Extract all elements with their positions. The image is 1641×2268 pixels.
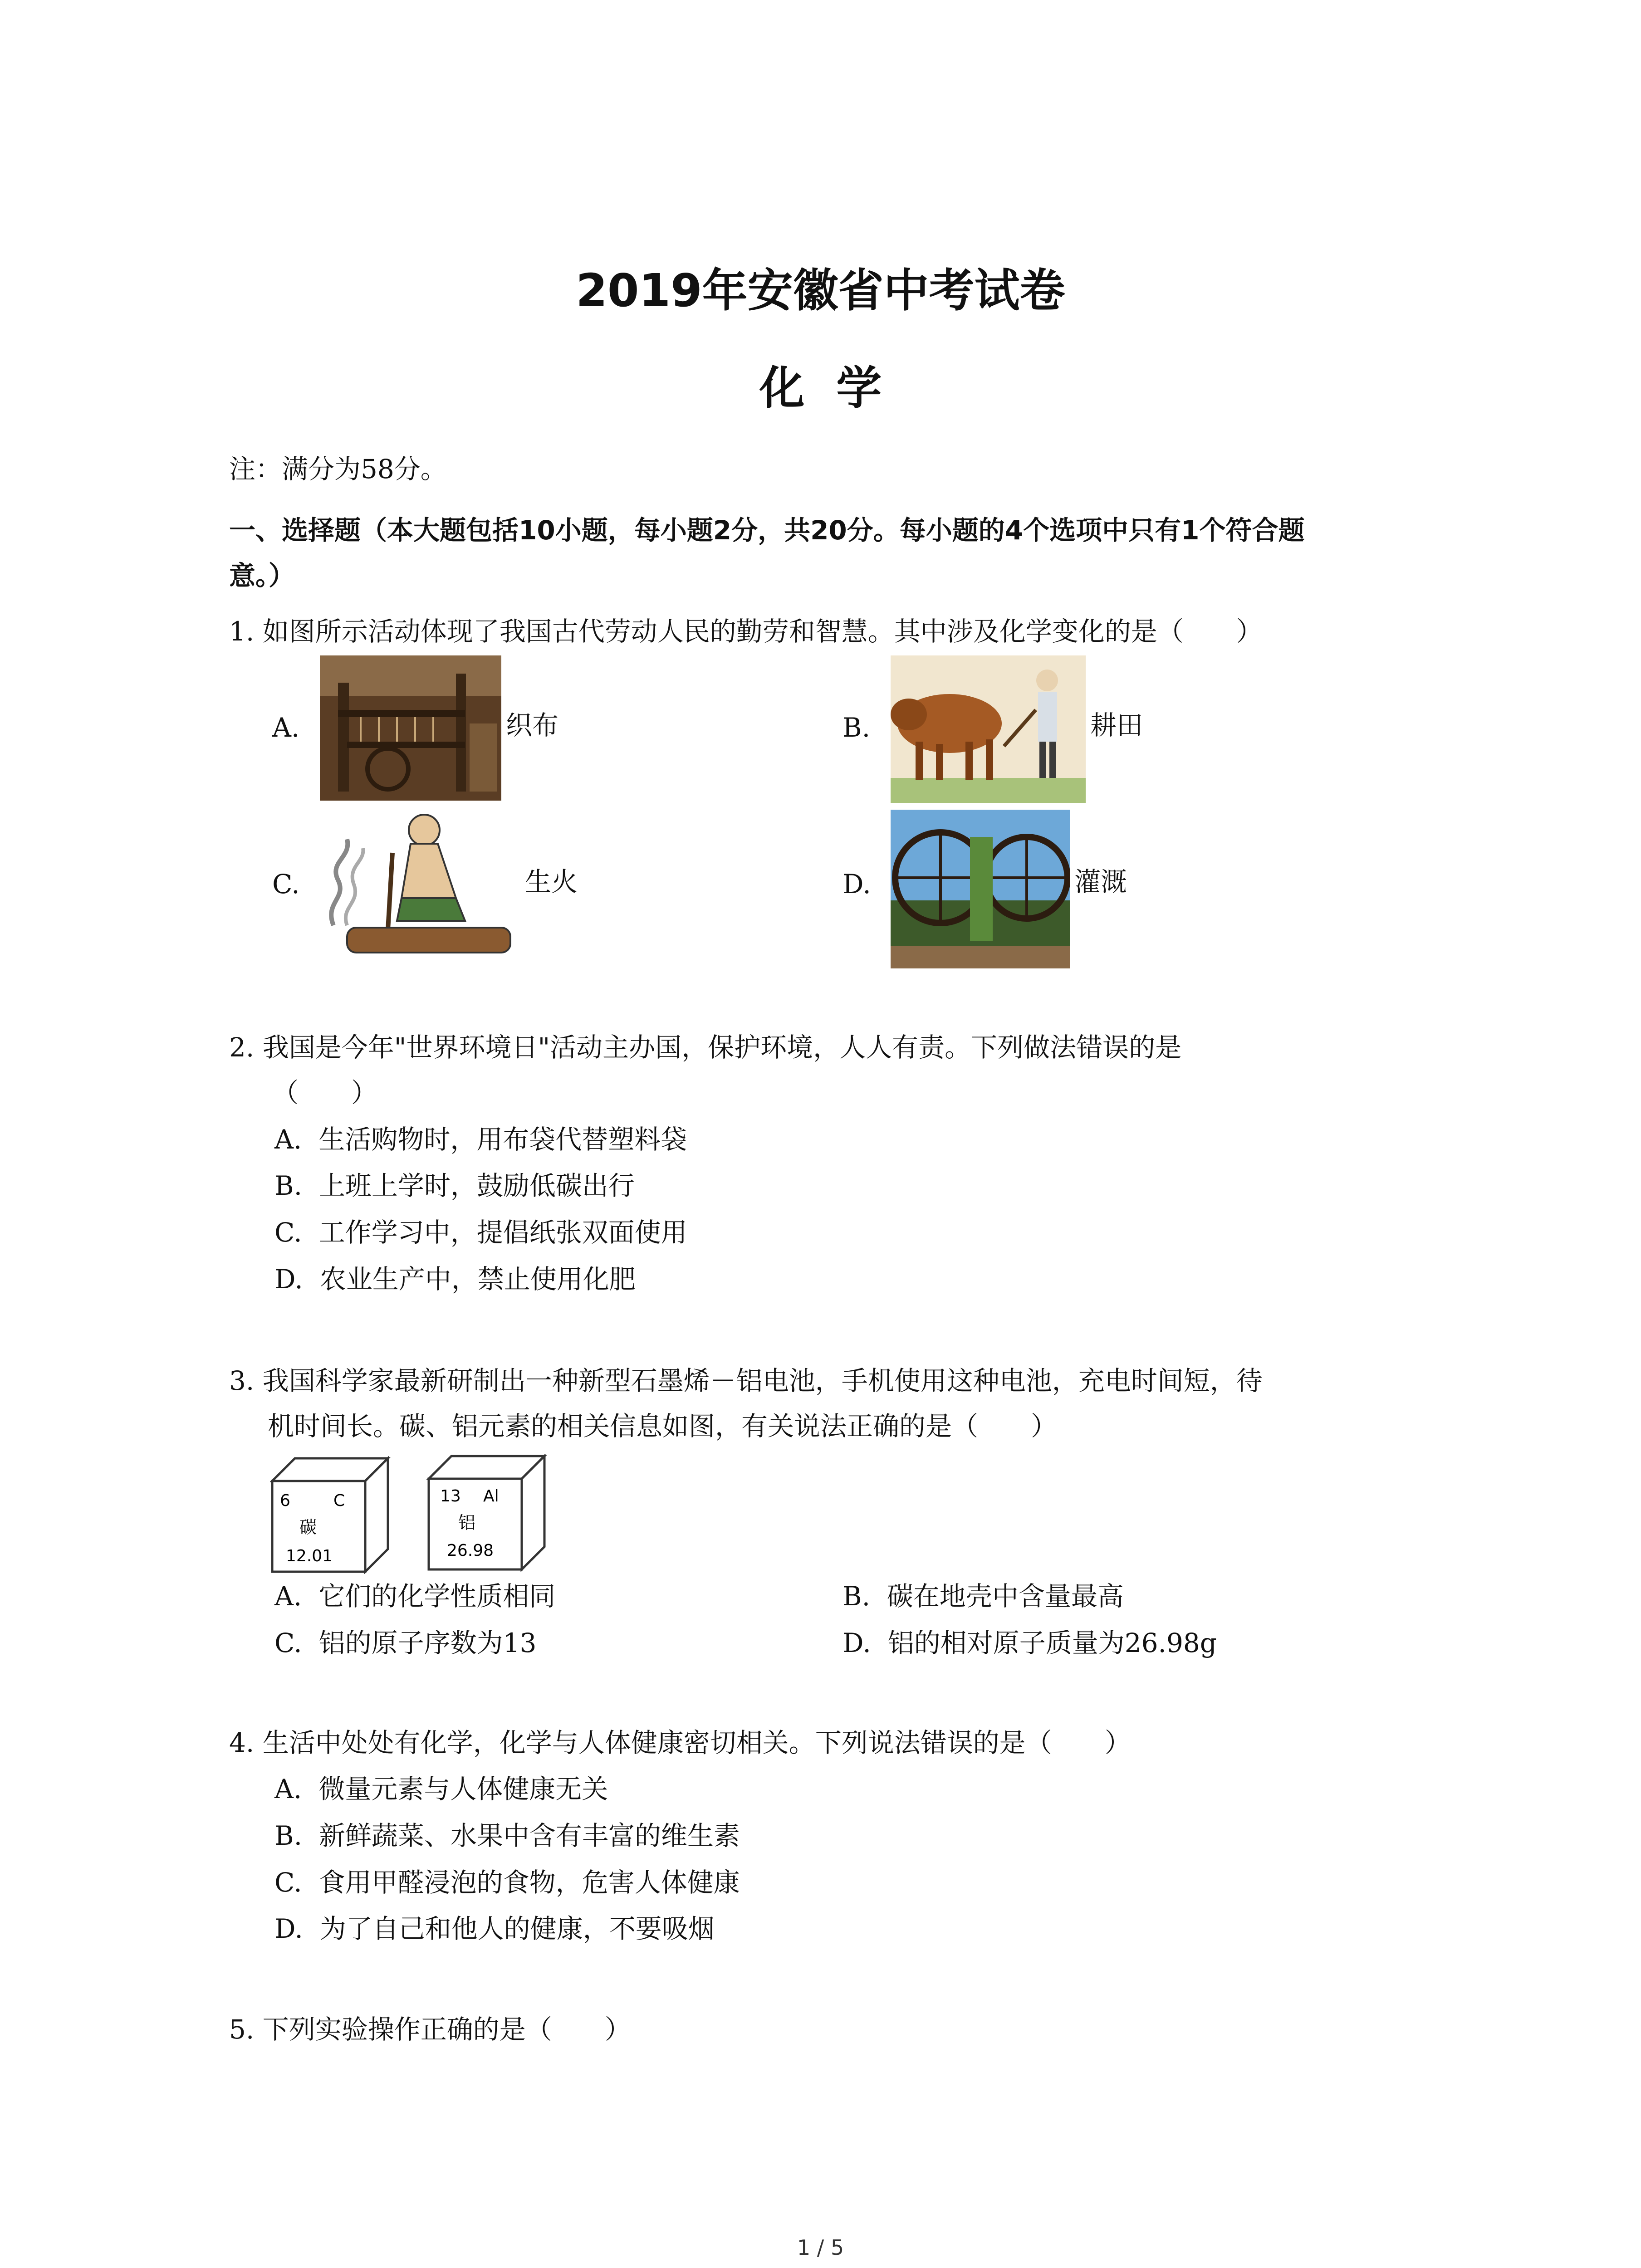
- q2-option-a: A. 生活购物时，用布袋代替塑料袋: [274, 1124, 687, 1155]
- q1-option-a-letter: A.: [272, 712, 300, 743]
- weaving-image: [320, 655, 501, 801]
- fire-making-image: [320, 812, 515, 962]
- q1-option-b-text: 耕田: [1090, 710, 1143, 741]
- aluminum-name: 铝: [458, 1513, 476, 1533]
- q3-option-d: D. 铝的相对原子质量为26.98g: [843, 1628, 1217, 1658]
- aluminum-mass: 26.98: [447, 1541, 494, 1560]
- aluminum-number: 13: [440, 1487, 461, 1505]
- q1-option-c-letter: C.: [272, 869, 300, 899]
- q3-stem-line1: 3. 我国科学家最新研制出一种新型石墨烯－铝电池，手机使用这种电池，充电时间短，待: [229, 1365, 1263, 1396]
- q1-option-d-text: 灌溉: [1074, 866, 1127, 897]
- q4-stem: 4. 生活中处处有化学，化学与人体健康密切相关。下列说法错误的是（ ）: [229, 1727, 1131, 1758]
- q1-stem: 1. 如图所示活动体现了我国古代劳动人民的勤劳和智慧。其中涉及化学变化的是（ ）: [229, 616, 1263, 647]
- q1-option-b-letter: B.: [843, 712, 871, 743]
- q4-option-d: D. 为了自己和他人的健康，不要吸烟: [274, 1913, 715, 1944]
- q1-option-a-text: 织布: [506, 710, 559, 741]
- q4-option-b: B. 新鲜蔬菜、水果中含有丰富的维生素: [274, 1820, 740, 1851]
- q1-option-d-letter: D.: [843, 869, 871, 899]
- carbon-symbol: C: [333, 1491, 345, 1510]
- q2-option-b: B. 上班上学时，鼓励低碳出行: [274, 1170, 635, 1201]
- plowing-image: [891, 655, 1086, 803]
- carbon-element-box: [270, 1456, 392, 1574]
- q2-option-d: D. 农业生产中，禁止使用化肥: [274, 1264, 636, 1295]
- q2-stem-line2: （ ）: [272, 1077, 378, 1108]
- q2-stem-line1: 2. 我国是今年"世界环境日"活动主办国，保护环境，人人有责。下列做法错误的是: [229, 1032, 1182, 1063]
- q4-option-c: C. 食用甲醛浸泡的食物，危害人体健康: [274, 1867, 740, 1898]
- aluminum-element-box: [426, 1454, 549, 1572]
- q1-option-c-text: 生火: [525, 866, 578, 897]
- section-heading-line1: 一、选择题（本大题包括10小题，每小题2分，共20分。每小题的4个选项中只有1个符合题: [229, 515, 1305, 546]
- carbon-number: 6: [280, 1491, 290, 1510]
- carbon-mass: 12.01: [286, 1547, 333, 1565]
- page-number: 1 / 5: [797, 2235, 844, 2260]
- subject-title: 化 学: [759, 362, 882, 415]
- waterwheel-image: [891, 810, 1070, 968]
- q3-option-b: B. 碳在地壳中含量最高: [843, 1581, 1124, 1612]
- section-heading-line2: 意。）: [229, 560, 295, 591]
- carbon-name: 碳: [299, 1517, 317, 1537]
- q3-stem-line2: 机时间长。碳、铝元素的相关信息如图，有关说法正确的是（ ）: [268, 1411, 1058, 1442]
- q3-option-c: C. 铝的原子序数为13: [274, 1628, 537, 1658]
- aluminum-symbol: Al: [483, 1487, 499, 1505]
- q4-option-a: A. 微量元素与人体健康无关: [274, 1774, 608, 1804]
- exam-title: 2019年安徽省中考试卷: [576, 264, 1065, 317]
- q5-stem: 5. 下列实验操作正确的是（ ）: [229, 2014, 631, 2045]
- q2-option-c: C. 工作学习中，提倡纸张双面使用: [274, 1217, 687, 1248]
- q3-option-a: A. 它们的化学性质相同: [274, 1581, 556, 1612]
- score-note: 注：满分为58分。: [229, 454, 447, 484]
